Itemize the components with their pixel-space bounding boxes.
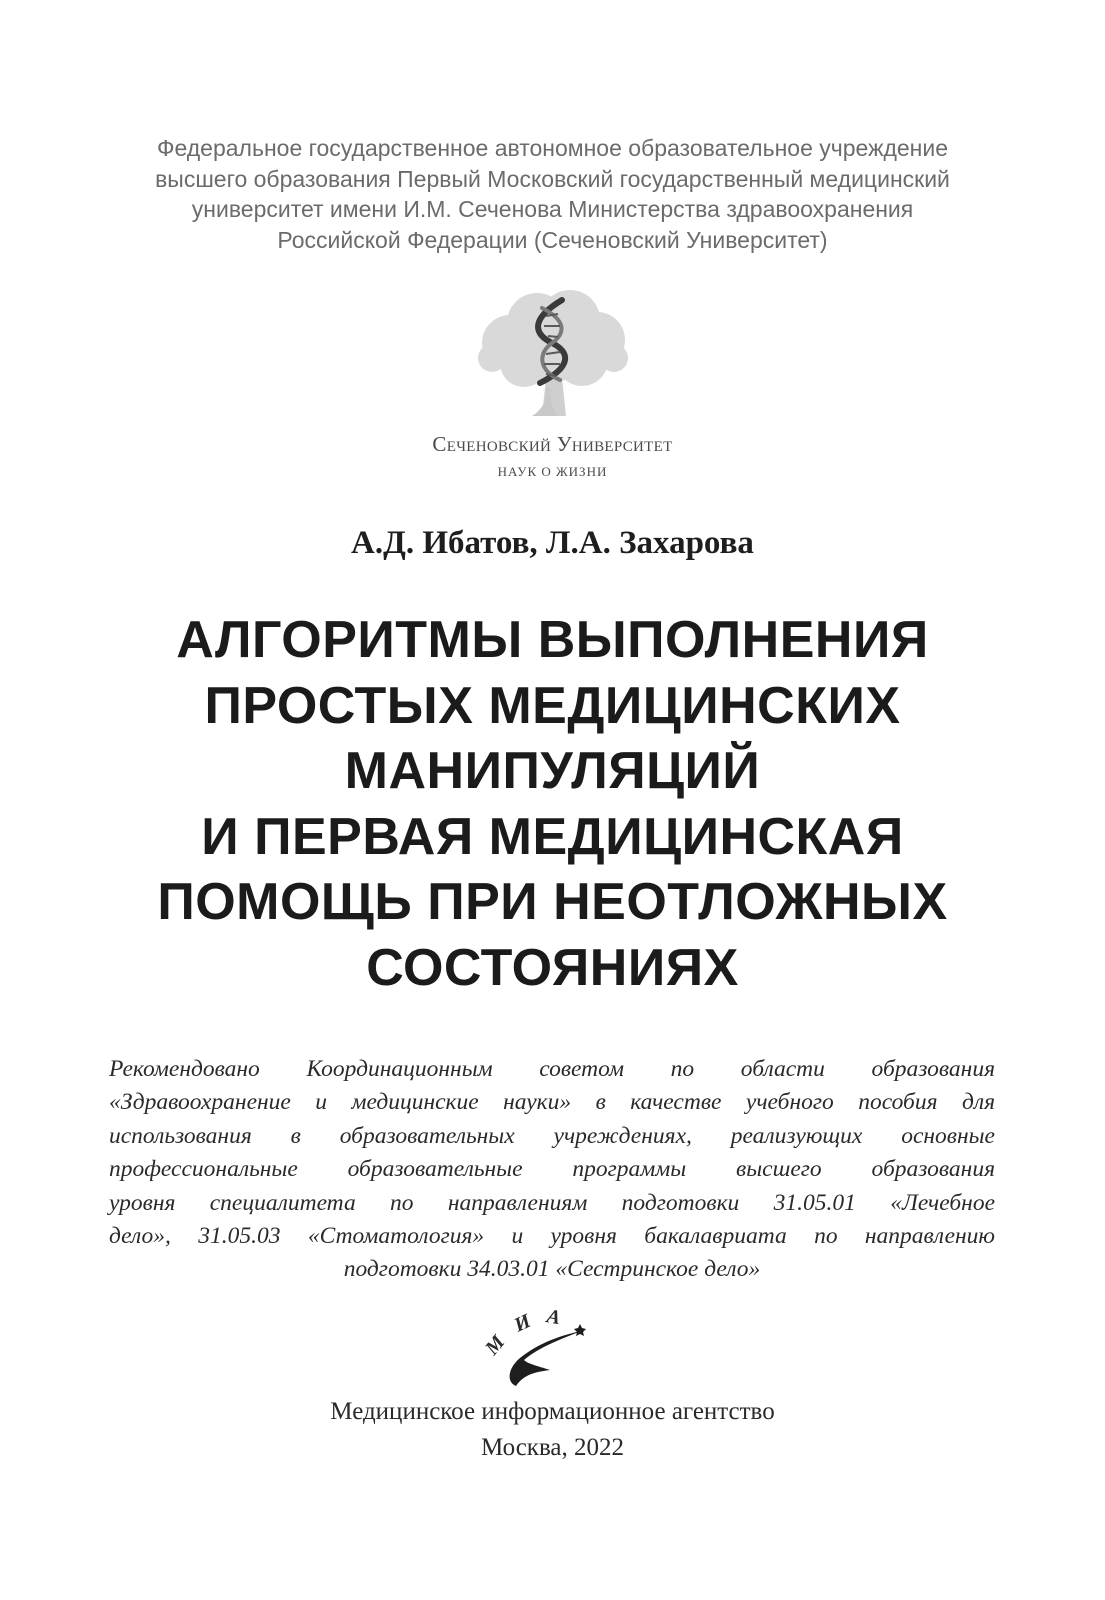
university-tagline: НАУК О ЖИЗНИ <box>497 464 608 479</box>
recommendation-line: использования в образовательных учреждениях, реализующих основные <box>109 1122 995 1149</box>
institution-line: Федеральное государственное автономное образовательное учреждение <box>156 135 949 161</box>
recommendation-line: подготовки 34.03.01 «Сестринское дело» <box>343 1256 761 1283</box>
recommendation-line: «Здравоохранение и медицинские науки» в качестве учебного пособия для <box>109 1089 995 1116</box>
svg-text:М: М <box>480 1331 510 1360</box>
title-line: СОСТОЯНИЯХ <box>366 938 739 997</box>
book-title <box>0 608 1105 1001</box>
recommendation-text <box>109 1053 995 1287</box>
institution-line: высшего образования Первый Московский государственный медицинский <box>155 165 950 192</box>
title-line: МАНИПУЛЯЦИЙ <box>344 742 761 800</box>
university-name: Сеченовский Университет <box>432 432 673 456</box>
authors: А.Д. Ибатов, Л.А. Захарова <box>351 525 754 561</box>
title-line: ПРОСТЫХ МЕДИЦИНСКИХ <box>204 676 901 735</box>
recommendation-line: Рекомендовано Координационным советом по области образования <box>109 1056 995 1082</box>
title-line: ПОМОЩЬ ПРИ НЕОТЛОЖНЫХ <box>157 873 948 931</box>
recommendation-line: уровня специалитета по направлениям подготовки 31.05.01 «Лечебное <box>109 1189 995 1216</box>
city-year: Москва, 2022 <box>480 1434 625 1461</box>
publisher-name: Медицинское информационное агентство <box>330 1398 775 1425</box>
title-line: И ПЕРВАЯ МЕДИЦИНСКАЯ <box>201 807 904 866</box>
recommendation-line: профессиональные образовательные программы высшего образования <box>109 1156 995 1183</box>
title-line: АЛГОРИТМЫ ВЫПОЛНЕНИЯ <box>176 611 929 669</box>
mia-logo-icon <box>480 1300 600 1395</box>
svg-text:И: И <box>510 1310 535 1337</box>
institution-line: Российской Федерации (Сеченовский Университет) <box>277 226 828 253</box>
svg-text:А: А <box>545 1305 563 1330</box>
tree-dna-icon <box>462 288 642 418</box>
recommendation-line: дело», 31.05.03 «Стоматология» и уровня бакалавриата по направлению <box>109 1223 995 1250</box>
institution-line: университет имени И.М. Сеченова Министерства здравоохранения <box>191 196 914 222</box>
institution-block <box>0 133 1105 255</box>
